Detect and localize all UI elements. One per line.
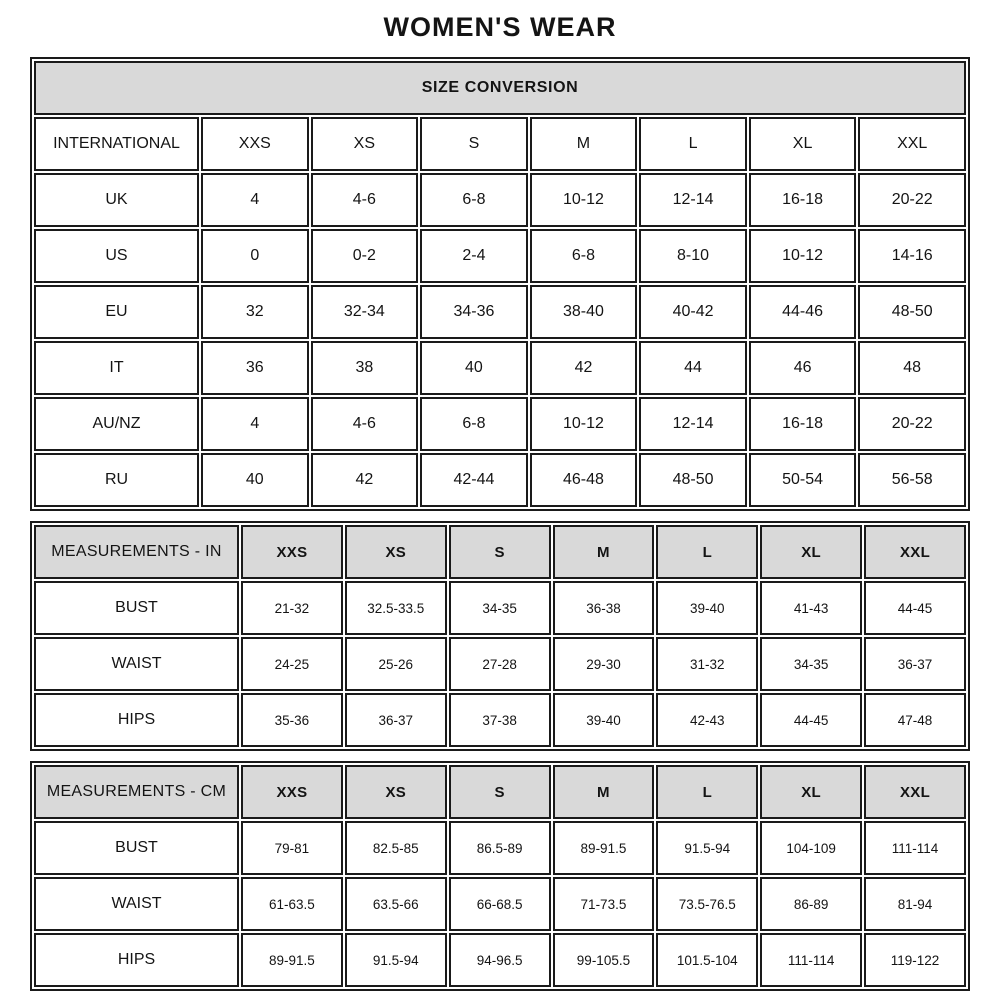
table-row xyxy=(34,933,966,987)
size-column-header: XXS xyxy=(241,525,343,579)
value-cell: 25-26 xyxy=(345,637,447,691)
value-cell: 119-122 xyxy=(864,933,966,987)
value-cell: 50-54 xyxy=(749,453,857,507)
value-cell: 44-45 xyxy=(864,581,966,635)
value-cell: 111-114 xyxy=(760,933,862,987)
value-cell: 47-48 xyxy=(864,693,966,747)
value-cell: 4-6 xyxy=(311,173,419,227)
value-cell: 12-14 xyxy=(639,173,747,227)
value-cell: 40 xyxy=(201,453,309,507)
size-chart-page xyxy=(0,11,1000,991)
value-cell: 31-32 xyxy=(656,637,758,691)
measurements-cm-table xyxy=(30,761,970,991)
size-column-header: XL xyxy=(749,117,857,171)
measurements-in-table xyxy=(30,521,970,751)
table-row xyxy=(34,173,966,227)
value-cell: 48-50 xyxy=(639,453,747,507)
value-cell: 34-36 xyxy=(420,285,528,339)
value-cell: 101.5-104 xyxy=(656,933,758,987)
size-column-header: XXL xyxy=(858,117,966,171)
value-cell: 73.5-76.5 xyxy=(656,877,758,931)
size-column-header: S xyxy=(449,525,551,579)
size-column-header: XS xyxy=(345,525,447,579)
value-cell: 16-18 xyxy=(749,397,857,451)
table-row xyxy=(34,453,966,507)
value-cell: 44 xyxy=(639,341,747,395)
value-cell: 24-25 xyxy=(241,637,343,691)
value-cell: 111-114 xyxy=(864,821,966,875)
value-cell: 91.5-94 xyxy=(656,821,758,875)
value-cell: 86-89 xyxy=(760,877,862,931)
value-cell: 99-105.5 xyxy=(553,933,655,987)
table-banner: SIZE CONVERSION xyxy=(34,61,966,115)
table-row xyxy=(34,693,966,747)
value-cell: 42 xyxy=(530,341,638,395)
value-cell: 38 xyxy=(311,341,419,395)
size-column-header: XL xyxy=(760,525,862,579)
table-row xyxy=(34,637,966,691)
row-label: EU xyxy=(34,285,199,339)
value-cell: 104-109 xyxy=(760,821,862,875)
row-label: RU xyxy=(34,453,199,507)
value-cell: 0 xyxy=(201,229,309,283)
value-cell: 56-58 xyxy=(858,453,966,507)
value-cell: 40 xyxy=(420,341,528,395)
value-cell: 4-6 xyxy=(311,397,419,451)
size-column-header: M xyxy=(530,117,638,171)
value-cell: 20-22 xyxy=(858,173,966,227)
value-cell: 32-34 xyxy=(311,285,419,339)
value-cell: 10-12 xyxy=(530,397,638,451)
value-cell: 94-96.5 xyxy=(449,933,551,987)
value-cell: 42-43 xyxy=(656,693,758,747)
value-cell: 71-73.5 xyxy=(553,877,655,931)
value-cell: 21-32 xyxy=(241,581,343,635)
size-conversion-table xyxy=(30,57,970,511)
row-label: WAIST xyxy=(34,877,239,931)
value-cell: 91.5-94 xyxy=(345,933,447,987)
value-cell: 10-12 xyxy=(530,173,638,227)
value-cell: 46 xyxy=(749,341,857,395)
value-cell: 10-12 xyxy=(749,229,857,283)
size-column-header: L xyxy=(639,117,747,171)
column-header-row xyxy=(34,117,966,171)
value-cell: 39-40 xyxy=(553,693,655,747)
value-cell: 20-22 xyxy=(858,397,966,451)
value-cell: 79-81 xyxy=(241,821,343,875)
value-cell: 6-8 xyxy=(420,173,528,227)
value-cell: 36-37 xyxy=(864,637,966,691)
value-cell: 16-18 xyxy=(749,173,857,227)
row-label: US xyxy=(34,229,199,283)
size-column-header: M xyxy=(553,765,655,819)
value-cell: 32 xyxy=(201,285,309,339)
row-label: HIPS xyxy=(34,933,239,987)
size-column-header: M xyxy=(553,525,655,579)
table-banner-row xyxy=(34,61,966,115)
value-cell: 42 xyxy=(311,453,419,507)
value-cell: 36 xyxy=(201,341,309,395)
value-cell: 44-46 xyxy=(749,285,857,339)
value-cell: 35-36 xyxy=(241,693,343,747)
table-row xyxy=(34,341,966,395)
value-cell: 4 xyxy=(201,397,309,451)
column-header-row xyxy=(34,765,966,819)
table-row xyxy=(34,877,966,931)
value-cell: 82.5-85 xyxy=(345,821,447,875)
value-cell: 48-50 xyxy=(858,285,966,339)
value-cell: 61-63.5 xyxy=(241,877,343,931)
value-cell: 8-10 xyxy=(639,229,747,283)
table-row xyxy=(34,821,966,875)
value-cell: 63.5-66 xyxy=(345,877,447,931)
value-cell: 2-4 xyxy=(420,229,528,283)
table-row xyxy=(34,285,966,339)
size-column-header: XS xyxy=(345,765,447,819)
value-cell: 42-44 xyxy=(420,453,528,507)
size-column-header: L xyxy=(656,765,758,819)
value-cell: 34-35 xyxy=(449,581,551,635)
size-column-header: XS xyxy=(311,117,419,171)
size-column-header: XXL xyxy=(864,525,966,579)
row-label: WAIST xyxy=(34,637,239,691)
row-label: UK xyxy=(34,173,199,227)
value-cell: 66-68.5 xyxy=(449,877,551,931)
row-label: BUST xyxy=(34,821,239,875)
value-cell: 36-37 xyxy=(345,693,447,747)
value-cell: 6-8 xyxy=(530,229,638,283)
value-cell: 89-91.5 xyxy=(553,821,655,875)
size-column-header: S xyxy=(449,765,551,819)
row-label: HIPS xyxy=(34,693,239,747)
row-label: BUST xyxy=(34,581,239,635)
value-cell: 34-35 xyxy=(760,637,862,691)
size-column-header: XL xyxy=(760,765,862,819)
column-header-row xyxy=(34,525,966,579)
value-cell: 81-94 xyxy=(864,877,966,931)
size-column-header: S xyxy=(420,117,528,171)
table-row xyxy=(34,397,966,451)
value-cell: 6-8 xyxy=(420,397,528,451)
value-cell: 46-48 xyxy=(530,453,638,507)
value-cell: 4 xyxy=(201,173,309,227)
value-cell: 27-28 xyxy=(449,637,551,691)
value-cell: 32.5-33.5 xyxy=(345,581,447,635)
value-cell: 44-45 xyxy=(760,693,862,747)
row-header-label: MEASUREMENTS - CM xyxy=(34,765,239,819)
row-header-label: MEASUREMENTS - IN xyxy=(34,525,239,579)
value-cell: 12-14 xyxy=(639,397,747,451)
value-cell: 36-38 xyxy=(553,581,655,635)
row-label: AU/NZ xyxy=(34,397,199,451)
size-column-header: XXS xyxy=(201,117,309,171)
value-cell: 0-2 xyxy=(311,229,419,283)
size-column-header: XXL xyxy=(864,765,966,819)
row-label: IT xyxy=(34,341,199,395)
value-cell: 38-40 xyxy=(530,285,638,339)
value-cell: 29-30 xyxy=(553,637,655,691)
table-row xyxy=(34,581,966,635)
value-cell: 89-91.5 xyxy=(241,933,343,987)
value-cell: 41-43 xyxy=(760,581,862,635)
value-cell: 39-40 xyxy=(656,581,758,635)
value-cell: 40-42 xyxy=(639,285,747,339)
value-cell: 14-16 xyxy=(858,229,966,283)
size-column-header: XXS xyxy=(241,765,343,819)
value-cell: 37-38 xyxy=(449,693,551,747)
row-header-label: INTERNATIONAL xyxy=(34,117,199,171)
value-cell: 48 xyxy=(858,341,966,395)
size-column-header: L xyxy=(656,525,758,579)
value-cell: 86.5-89 xyxy=(449,821,551,875)
table-row xyxy=(34,229,966,283)
page-title: WOMEN'S WEAR xyxy=(383,12,617,42)
